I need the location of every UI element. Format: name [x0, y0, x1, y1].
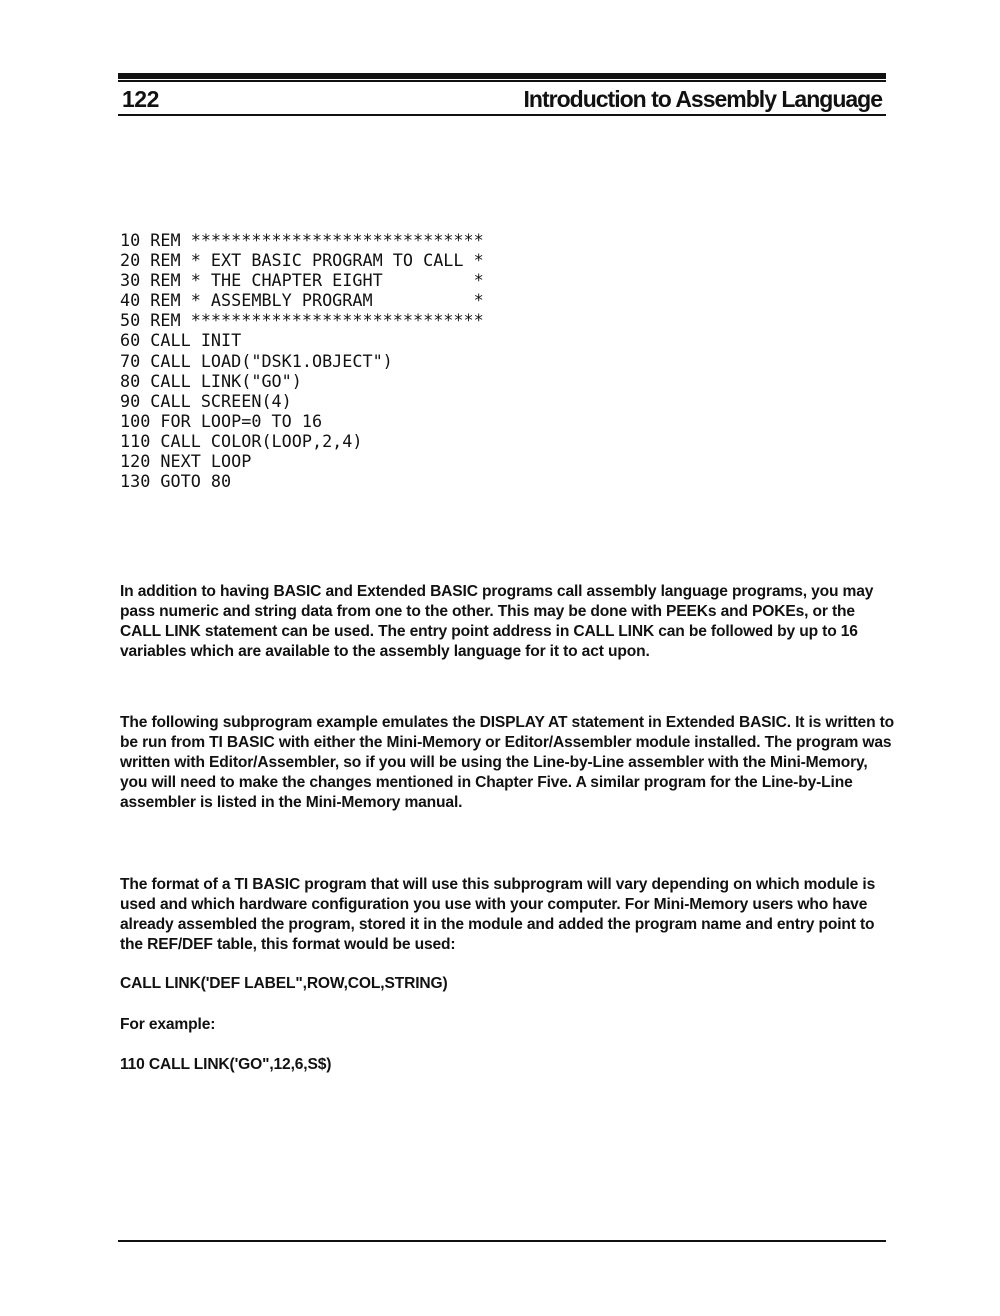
code-line: 60 CALL INIT [120, 330, 242, 351]
footer-rule [118, 1240, 886, 1242]
paragraph-passing-data: In addition to having BASIC and Extended BASIC programs call assembly language programs, you may pass numeric and string data from one to the other. This may be done with PEEKs and POKEs, or the CALL LINK statement can be used. The entry point address in CALL LINK can be followed by up to 16 variables which are available to the assembly language for it to act upon. [120, 583, 874, 660]
code-line: 70 CALL LOAD("DSK1.OBJECT") [120, 350, 393, 371]
code-line: 40 REM * ASSEMBLY PROGRAM * [120, 290, 484, 311]
header-rule-thin [118, 80, 886, 82]
paragraph-display-at-example: The following subprogram example emulates the DISPLAY AT statement in Extended BASIC. It is written to be run from TI BASIC with either the Mini-Memory or Editor/Assembler module installed. The program was written with Editor/Assembler, so if you will be using the Line-by-Line assembler with the Mini-Memory, you will need to make the changes mentioned in Chapter Five. A similar program for the Line-by-Line assembler is listed in the Mini-Memory manual. [120, 714, 895, 811]
code-line: 110 CALL COLOR(LOOP,2,4) [120, 430, 363, 451]
code-line: 10 REM ***************************** [120, 230, 484, 250]
code-line: 100 FOR LOOP=0 TO 16 [120, 410, 323, 431]
call-link-format-line: CALL LINK('DEF LABEL",ROW,COL,STRING) [120, 975, 448, 992]
paragraph-program-format: The format of a TI BASIC program that will use this subprogram will vary depending on which module is used and which hardware configuration you use with your computer. For Mini-Memory users who have already assembled the program, stored it in the module and added the program name and entry point to the REF/DEF table, this format would be used: [120, 876, 876, 953]
running-header [118, 84, 886, 116]
chapter-title: Introduction to Assembly Language [523, 86, 882, 112]
example-code-line: 110 CALL LINK('GO",12,6,S$) [120, 1056, 332, 1073]
code-line: 80 CALL LINK("GO") [120, 370, 302, 391]
code-line: 20 REM * EXT BASIC PROGRAM TO CALL * [120, 250, 484, 271]
example-label: For example: [120, 1016, 216, 1033]
header-rule-thick [118, 73, 886, 79]
code-line: 130 GOTO 80 [120, 471, 232, 492]
code-line: 90 CALL SCREEN(4) [120, 390, 292, 411]
basic-code-listing [120, 230, 484, 491]
page-number: 122 [122, 86, 159, 112]
code-line: 30 REM * THE CHAPTER EIGHT * [120, 270, 484, 291]
code-line: 120 NEXT LOOP [120, 451, 252, 472]
code-line: 50 REM ***************************** [120, 310, 484, 331]
